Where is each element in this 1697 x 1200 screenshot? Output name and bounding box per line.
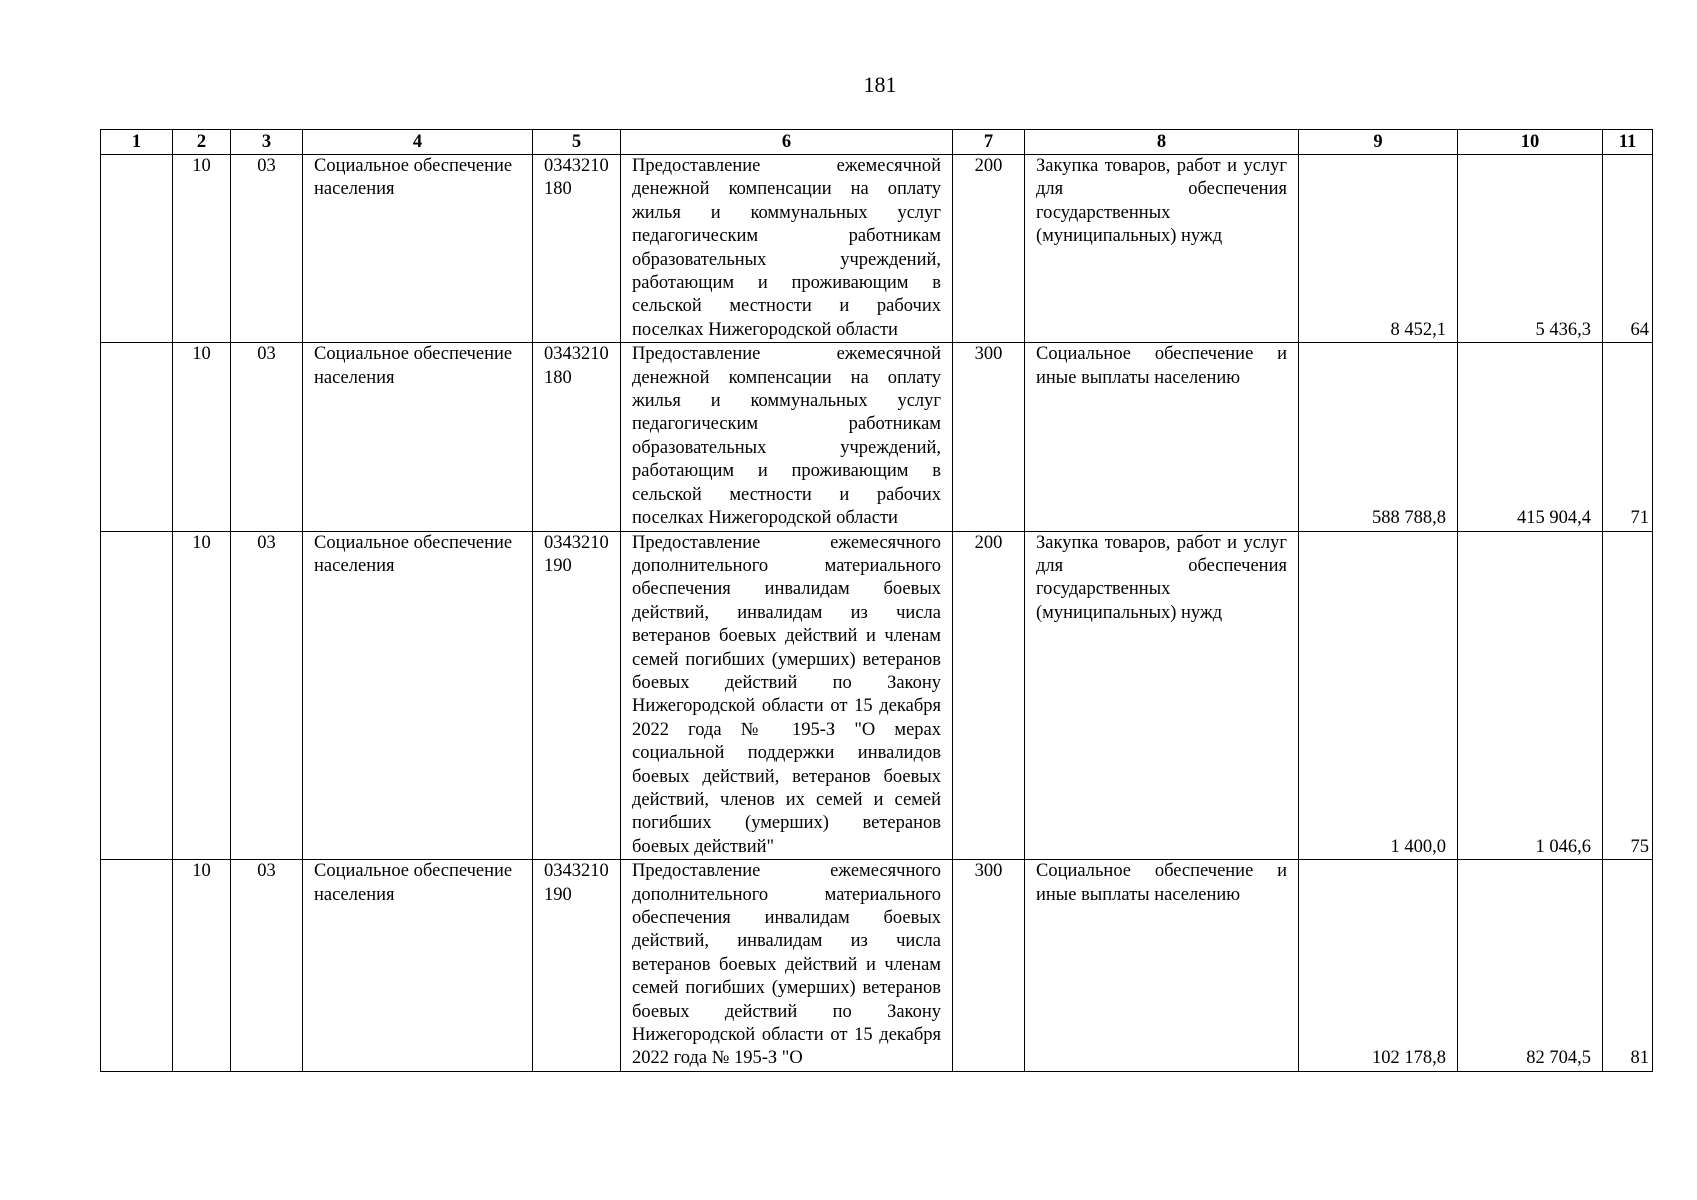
column-header: 3: [231, 130, 303, 155]
cell-col1: [101, 860, 173, 1072]
column-header: 10: [1458, 130, 1603, 155]
cell-col10-value: 82 704,5: [1458, 860, 1603, 1072]
header-row: [101, 130, 1653, 155]
cell-expense-type: 200: [953, 531, 1025, 860]
table-row: [101, 531, 1653, 860]
cell-target-name: Предоставление ежемесячного дополнительного материального обеспечения инвалидам боевых действий, инвалидам из числа ветеранов боевых действий и членам семей погибших (умерших) ветеранов боевых действий по Закону Нижегородской области от 15 декабря 2022 года № 195-З "О: [621, 860, 953, 1072]
cell-target-name: Предоставление ежемесячного дополнительного материального обеспечения инвалидам боевых действий, инвалидам из числа ветеранов боевых действий и членам семей погибших (умерших) ветеранов боевых действий по Закону Нижегородской области от 15 декабря 2022 года № 195-З "О мерах социальной поддержки инвалидов боевых действий, ветеранов боевых действий, членов их семей и семей погибших (умерших) ветеранов боевых действий": [621, 531, 953, 860]
column-header: 11: [1603, 130, 1653, 155]
cell-col10-value: 5 436,3: [1458, 155, 1603, 343]
cell-col11-value: 64: [1603, 155, 1653, 343]
cell-section-name: Социальное обеспечение населения: [303, 860, 533, 1072]
cell-target-name: Предоставление ежемесячной денежной компенсации на оплату жилья и коммунальных услуг педагогическим работникам образовательных учреждений, работающим и проживающим в сельской местности и рабочих поселках Нижегородской области: [621, 343, 953, 531]
cell-expense-type: 300: [953, 860, 1025, 1072]
page-number: 181: [863, 72, 897, 97]
cell-col1: [101, 155, 173, 343]
cell-col1: [101, 343, 173, 531]
cell-col9-value: 588 788,8: [1299, 343, 1458, 531]
cell-expense-type-name: Закупка товаров, работ и услуг для обеспечения государственных (муниципальных) нужд: [1025, 531, 1299, 860]
cell-section: 10: [173, 531, 231, 860]
cell-target-code: 0343210190: [533, 860, 621, 1072]
table-row: [101, 155, 1653, 343]
cell-section-name: Социальное обеспечение населения: [303, 343, 533, 531]
cell-section: 10: [173, 155, 231, 343]
table-row: [101, 343, 1653, 531]
cell-section-name: Социальное обеспечение населения: [303, 531, 533, 860]
cell-col11-value: 81: [1603, 860, 1653, 1072]
cell-target-name: Предоставление ежемесячной денежной компенсации на оплату жилья и коммунальных услуг педагогическим работникам образовательных учреждений, работающим и проживающим в сельской местности и рабочих поселках Нижегородской области: [621, 155, 953, 343]
cell-col9-value: 8 452,1: [1299, 155, 1458, 343]
cell-col11-value: 75: [1603, 531, 1653, 860]
column-header: 2: [173, 130, 231, 155]
cell-section: 10: [173, 860, 231, 1072]
cell-target-code: 0343210190: [533, 531, 621, 860]
cell-col11-value: 71: [1603, 343, 1653, 531]
cell-subsection: 03: [231, 860, 303, 1072]
column-header: 9: [1299, 130, 1458, 155]
cell-section-name: Социальное обеспечение населения: [303, 155, 533, 343]
column-header: 5: [533, 130, 621, 155]
cell-col9-value: 1 400,0: [1299, 531, 1458, 860]
cell-target-code: 0343210180: [533, 155, 621, 343]
column-header: 8: [1025, 130, 1299, 155]
cell-subsection: 03: [231, 531, 303, 860]
cell-expense-type-name: Закупка товаров, работ и услуг для обеспечения государственных (муниципальных) нужд: [1025, 155, 1299, 343]
cell-expense-type-name: Социальное обеспечение и иные выплаты населению: [1025, 343, 1299, 531]
column-header: 1: [101, 130, 173, 155]
cell-section: 10: [173, 343, 231, 531]
cell-col9-value: 102 178,8: [1299, 860, 1458, 1072]
column-header: 6: [621, 130, 953, 155]
cell-col10-value: 1 046,6: [1458, 531, 1603, 860]
cell-expense-type: 300: [953, 343, 1025, 531]
column-header: 4: [303, 130, 533, 155]
budget-table: [100, 129, 1653, 1072]
cell-expense-type-name: Социальное обеспечение и иные выплаты населению: [1025, 860, 1299, 1072]
cell-expense-type: 200: [953, 155, 1025, 343]
cell-col10-value: 415 904,4: [1458, 343, 1603, 531]
cell-subsection: 03: [231, 343, 303, 531]
table-row: [101, 860, 1653, 1072]
cell-subsection: 03: [231, 155, 303, 343]
column-header: 7: [953, 130, 1025, 155]
cell-target-code: 0343210180: [533, 343, 621, 531]
cell-col1: [101, 531, 173, 860]
